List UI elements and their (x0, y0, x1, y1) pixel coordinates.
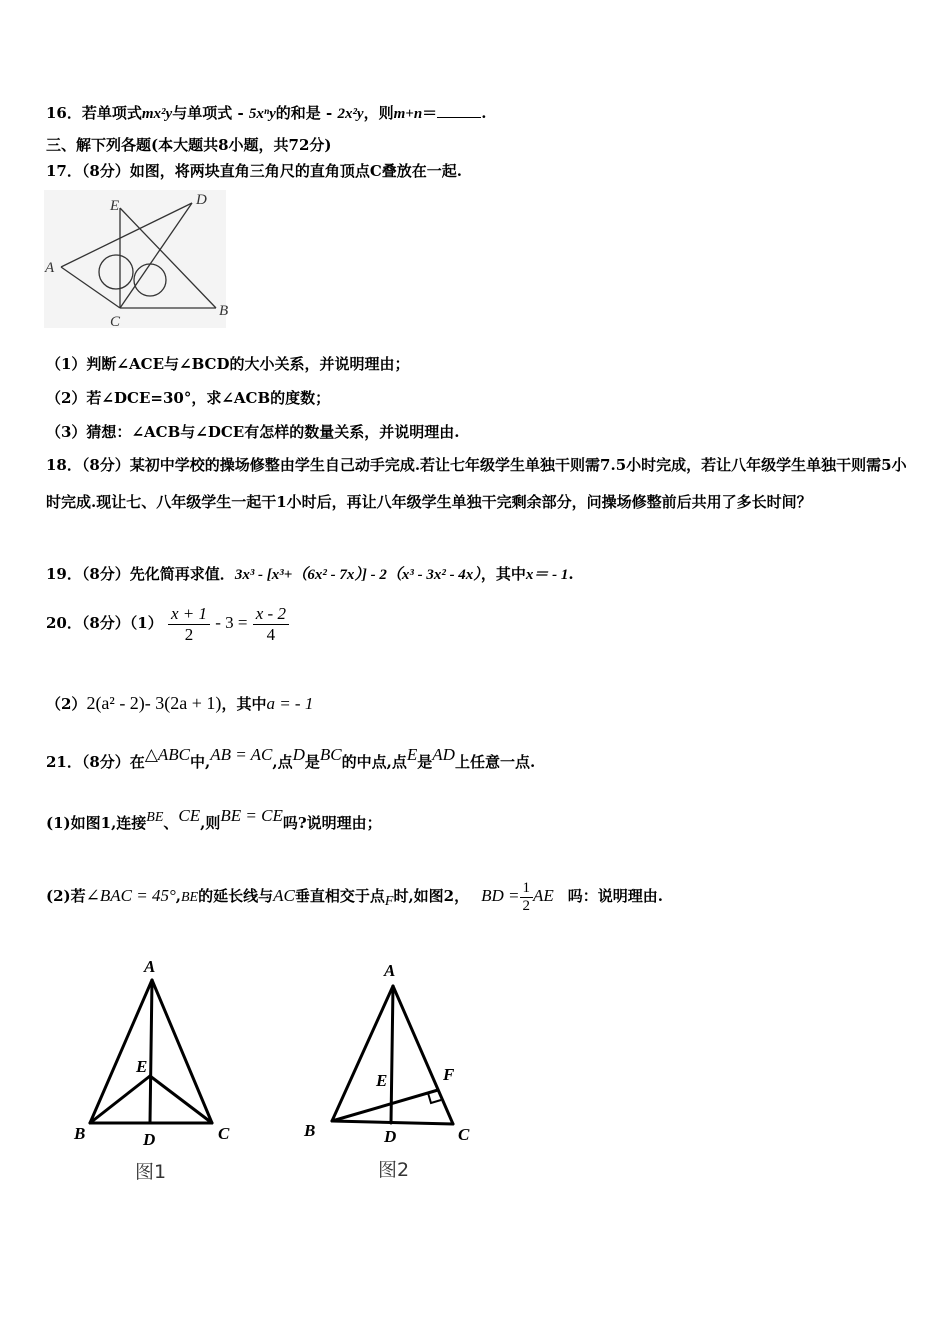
q21-segment-BC: BC (319, 745, 342, 764)
fig2-line-AC (393, 986, 453, 1124)
q16-number: 16． (46, 104, 82, 122)
q21-sub1-BE: BE (146, 810, 164, 825)
question-16 (46, 103, 486, 124)
fig1-caption: 图1 (135, 1161, 167, 1183)
q21-sub2-text-2: 垂直相交于点 (294, 887, 385, 905)
q19-expression: 3x³ - [x³+（6x² - 7x）] - 2（x³ - 3x² - 4x） (234, 567, 481, 583)
q16-text: 若单项式 (81, 104, 142, 122)
q17-label-D: D (196, 192, 207, 208)
q20-fraction-1 (168, 604, 210, 645)
q21-sub2-BE: BE (181, 890, 199, 905)
q21-sub2-half-denominator: 2 (522, 897, 530, 914)
q21-sub2-question: 吗：说明理由. (567, 887, 664, 905)
fig1-label-C: C (218, 1124, 230, 1143)
q17-sub1: （1）判断∠ACE与∠BCD的大小关系，并说明理由； (46, 355, 410, 373)
q21-point-E: E (406, 745, 418, 764)
q17-label-C: C (110, 314, 121, 330)
q16-text-post2: ，则 (363, 104, 394, 122)
q21-sub2-text-1: 的延长线与 (198, 887, 274, 905)
q21-sub1-then: ,则 (200, 814, 221, 832)
q17-sub3: （3）猜想：∠ACB与∠DCE有怎样的数量关系，并说明理由. (46, 423, 460, 441)
q19-text: 19．（8分）先化简再求值． (46, 565, 235, 583)
fig2-line-BF (332, 1090, 438, 1121)
q21-equality: AB = AC (210, 745, 273, 764)
fig1-label-E: E (136, 1057, 148, 1076)
q16-expression: m+n (393, 106, 423, 122)
q16-text-post: 的和是 - (275, 104, 338, 122)
q21-sub1-question: 吗?说明理由； (282, 814, 382, 832)
q21-text-6: 上任意一点. (454, 753, 536, 771)
q21-sub1 (46, 806, 382, 838)
q20-fraction-1-denominator: 2 (184, 624, 194, 644)
q21-sub1-text: (1)如图1,连接 (46, 814, 147, 832)
fig2-label-F: F (443, 1065, 455, 1084)
fig1-label-A: A (144, 957, 156, 976)
question-19 (46, 564, 574, 585)
q20-fraction-2-denominator: 4 (266, 624, 276, 644)
q19-period: . (568, 565, 574, 583)
q20-sub2-text: ，其中 (221, 695, 267, 713)
q17-line-EB (120, 208, 216, 308)
fig2-label-C: C (458, 1125, 470, 1144)
q21-figure-2 (298, 958, 488, 1188)
q21-triangle: △ABC (144, 745, 190, 764)
q21-text-1: 中, (190, 753, 211, 771)
question-21-stem (46, 745, 536, 775)
q21-text-3: 是 (304, 753, 320, 771)
fig2-line-AB (332, 986, 393, 1121)
fig2-label-E: E (376, 1071, 388, 1090)
q21-figure-1 (70, 955, 250, 1185)
q20-sub2-label: （2） (46, 695, 87, 713)
q20-sub2-expression: 2(a² - 2)- 3(2a + 1) (86, 693, 222, 713)
question-20-part1 (46, 602, 289, 645)
q16-period: . (481, 104, 487, 122)
q21-sub2-text: (2)若 (46, 887, 86, 905)
q21-sub2-rhs: AE (533, 886, 554, 905)
q19-condition: x＝ - 1 (525, 567, 569, 583)
fig2-label-B: B (304, 1121, 316, 1140)
q17-line-AC (61, 267, 120, 308)
q16-answer-blank[interactable] (437, 103, 481, 118)
section-3-header: 三、解下列各题(本大题共8小题，共72分) (46, 136, 332, 154)
q21-sub2-comma: , (175, 887, 181, 905)
q17-line-AD (61, 203, 192, 267)
q21-sub2-half (520, 880, 534, 915)
q21-sub2 (46, 876, 663, 918)
q21-text: 21．（8分）在 (46, 753, 145, 771)
fig1-label-B: B (74, 1124, 86, 1143)
question-18: 18．（8分）某初中学校的操场修整由学生自己动手完成.若让七年级学生单独干则需7.5小时完成，若让八年级学生单独干则需5小时完成.现让七、八年级学生一起干1小时后，再让八年级学生单独干完剩余部分，问操场修整前后共用了多长时间？ (46, 456, 907, 511)
fig1-line-AD (150, 980, 152, 1123)
q20-minus-three: - 3 = (215, 613, 248, 632)
q21-text-2: ,点 (272, 753, 293, 771)
question-20-part2 (46, 688, 313, 719)
q21-point-D: D (292, 745, 305, 764)
q17-label-A: A (45, 260, 55, 276)
q21-segment-AD: AD (432, 745, 455, 764)
q16-monomial-1: mx²y (141, 106, 173, 122)
q21-sub1-separator: 、 (163, 814, 179, 832)
q21-sub2-half-numerator: 1 (520, 880, 534, 898)
fig2-label-D: D (384, 1127, 397, 1146)
q21-text-4: 的中点,点 (341, 753, 407, 771)
q21-sub2-F: F (384, 894, 394, 909)
q17-figure (44, 190, 229, 330)
q21-sub1-equality: BE = CE (220, 806, 283, 825)
q21-text-5: 是 (417, 753, 433, 771)
q16-monomial-2: 5xⁿy (248, 106, 276, 122)
q20-fraction-2-numerator: x - 2 (253, 604, 289, 625)
fig1-label-D: D (143, 1130, 156, 1149)
q17-sub2: （2）若∠DCE=30°，求∠ACB的度数； (46, 389, 331, 407)
q17-label-B: B (219, 303, 229, 319)
q17-circle-left (99, 255, 133, 289)
q21-sub2-angle: ∠BAC = 45° (85, 886, 176, 905)
fig2-label-A: A (384, 961, 396, 980)
q16-text-mid: 与单项式 - (172, 104, 249, 122)
q21-sub2-text-3: 时,如图2， (393, 887, 470, 905)
q17-label-E: E (110, 198, 120, 214)
q20-text: 20．（8分）（1） (46, 614, 163, 632)
q20-fraction-2 (253, 604, 289, 645)
q21-sub2-AC: AC (273, 886, 295, 905)
q19-text-post: ，其中 (480, 565, 526, 583)
q21-sub2-lhs: BD = (481, 886, 520, 905)
q16-sum: 2x²y (337, 106, 364, 122)
question-17-stem: 17．（8分）如图，将两块直角三角尺的直角顶点C叠放在一起. (46, 162, 462, 180)
q21-sub1-CE: CE (178, 806, 201, 825)
fig1-line-AB (90, 980, 152, 1123)
q16-equals: ＝ (422, 104, 438, 122)
fig2-caption: 图2 (378, 1159, 410, 1181)
q20-fraction-1-numerator: x + 1 (168, 604, 210, 625)
q20-sub2-condition: a = - 1 (266, 694, 314, 713)
